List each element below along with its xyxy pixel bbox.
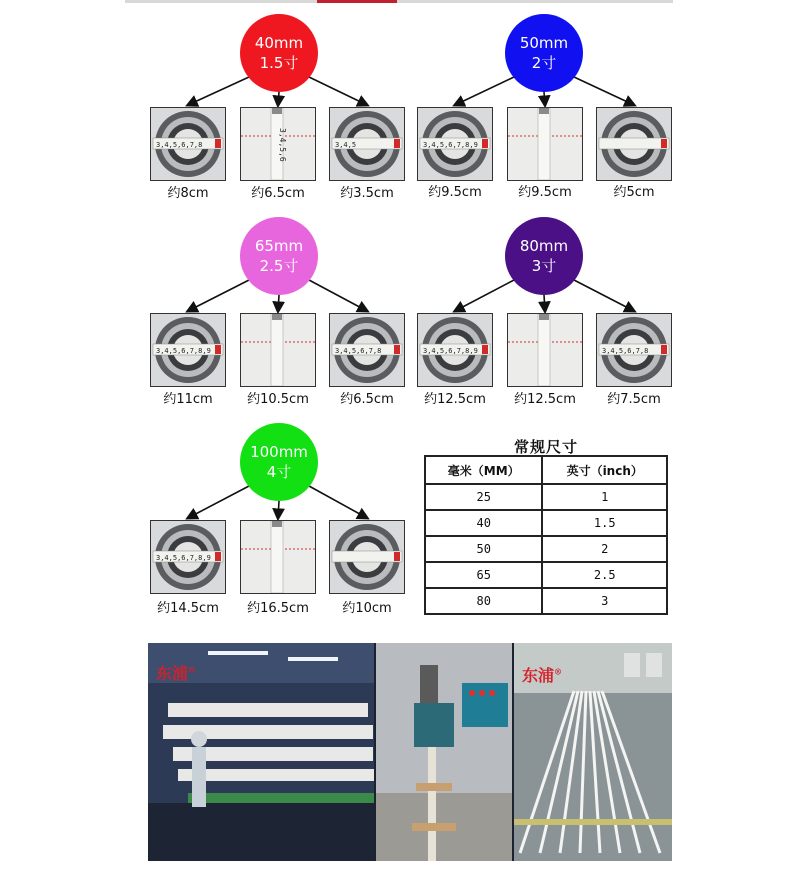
brand-text: 东浦 <box>522 666 555 685</box>
arrow <box>455 77 514 105</box>
measure-label: 约7.5cm <box>607 392 661 407</box>
hose-coupling-image <box>418 314 492 386</box>
flat-hose-image <box>241 314 315 386</box>
measure-label: 约10.5cm <box>247 392 309 407</box>
table-header-row <box>425 456 667 484</box>
size-mm: 80mm <box>519 237 569 255</box>
table-row <box>425 510 667 536</box>
measure-label: 约3.5cm <box>340 186 394 201</box>
measure-label: 约6.5cm <box>340 392 394 407</box>
size-badge <box>240 217 318 295</box>
brand-text: 东浦 <box>156 664 189 683</box>
cell-mm: 65 <box>425 562 542 588</box>
column-header-mm: 毫米（MM） <box>425 456 542 484</box>
tape-scale-label: 3,4,5,6,7,8,9 <box>423 347 478 355</box>
hose-coupling-image <box>151 314 225 386</box>
arrow <box>544 295 545 311</box>
tape-scale-label: 3,4,5,6,7,8 <box>335 347 382 355</box>
hose-coupling-image <box>330 314 404 386</box>
measure-label: 约12.5cm <box>514 392 576 407</box>
arrow <box>574 77 634 105</box>
arrow <box>309 77 367 105</box>
size-badge <box>240 423 318 501</box>
cell-mm: 40 <box>425 510 542 536</box>
product-photo-ring <box>596 313 672 387</box>
hose-coupling-image <box>330 521 404 593</box>
product-photo-ring <box>596 107 672 181</box>
size-mm: 100mm <box>250 443 308 461</box>
arrow <box>544 92 545 105</box>
size-inch: 3寸 <box>531 257 557 275</box>
product-photo-ring <box>329 520 405 594</box>
measure-label: 约5cm <box>613 185 655 200</box>
top-divider-accent <box>317 0 397 3</box>
factory-photo-spinning <box>148 643 374 861</box>
cell-inch: 2 <box>542 536 667 562</box>
tape-scale-label: 3,4,5,6,7,8 <box>602 347 649 355</box>
tape-scale-label: 3,4,5,6 <box>278 128 287 162</box>
size-inch: 2寸 <box>531 54 557 72</box>
cell-inch: 2.5 <box>542 562 667 588</box>
measure-label: 约6.5cm <box>251 186 305 201</box>
tape-scale-label: 3,4,5,6,7,8,9 <box>156 347 211 355</box>
measure-label: 约16.5cm <box>247 601 309 616</box>
brand-logo <box>522 663 562 686</box>
product-photo-ring <box>417 107 493 181</box>
tape-scale-label: 3,4,5,6,7,8 <box>156 141 203 149</box>
cell-inch: 1.5 <box>542 510 667 536</box>
measure-label: 约10cm <box>342 601 392 616</box>
product-photo-ring <box>150 107 226 181</box>
size-inch: 1.5寸 <box>259 54 299 72</box>
size-mm: 50mm <box>519 34 569 52</box>
arrow <box>309 486 367 518</box>
cell-mm: 25 <box>425 484 542 510</box>
tape-scale-label: 3,4,5 <box>335 141 357 149</box>
tape-scale-label: 3,4,5,6,7,8,9 <box>156 554 211 562</box>
top-divider <box>125 0 673 3</box>
flat-hose-image <box>241 521 315 593</box>
product-photo-ring <box>417 313 493 387</box>
size-inch: 2.5寸 <box>259 257 299 275</box>
factory-photo-extruder <box>376 643 512 861</box>
hose-coupling-image <box>418 108 492 180</box>
cell-mm: 80 <box>425 588 542 614</box>
arrow <box>278 92 279 105</box>
size-mm: 65mm <box>254 237 304 255</box>
hose-coupling-image <box>151 108 225 180</box>
flat-hose-image <box>508 108 582 180</box>
table-row <box>425 536 667 562</box>
product-photo-tape <box>507 313 583 387</box>
arrow <box>574 280 634 311</box>
product-photo-ring <box>329 313 405 387</box>
size-badge <box>240 14 318 92</box>
size-inch: 4寸 <box>266 463 292 481</box>
size-badge <box>505 14 583 92</box>
column-header-inch: 英寸（inch） <box>542 456 667 484</box>
product-photo-tape <box>240 520 316 594</box>
spec-table-title: 常规尺寸 <box>513 438 578 456</box>
factory-photo-production-line <box>514 643 672 861</box>
measure-label: 约11cm <box>163 392 213 407</box>
brand-mark: ® <box>554 666 563 677</box>
arrow <box>188 77 249 105</box>
size-badge <box>505 217 583 295</box>
cell-inch: 3 <box>542 588 667 614</box>
product-photo-ring <box>150 520 226 594</box>
table-row <box>425 484 667 510</box>
hose-coupling-image <box>597 108 671 180</box>
arrow <box>188 486 249 518</box>
measure-label: 约8cm <box>167 186 209 201</box>
brand-mark: ® <box>188 664 197 675</box>
hose-coupling-image <box>330 108 404 180</box>
measure-label: 约12.5cm <box>424 392 486 407</box>
flat-hose-image <box>508 314 582 386</box>
product-photo-tape <box>240 107 316 181</box>
cell-mm: 50 <box>425 536 542 562</box>
arrow <box>188 280 249 311</box>
product-photo-ring <box>150 313 226 387</box>
hose-coupling-image <box>151 521 225 593</box>
size-mm: 40mm <box>254 34 304 52</box>
table-row <box>425 562 667 588</box>
brand-logo <box>156 661 196 684</box>
spec-table <box>424 455 668 615</box>
arrow <box>278 295 279 311</box>
arrow <box>455 280 514 311</box>
factory-photo-strip <box>148 643 672 861</box>
product-photo-ring <box>329 107 405 181</box>
tape-scale-label: 3,4,5,6,7,8,9 <box>423 141 478 149</box>
flat-hose-image <box>241 108 315 180</box>
measure-label: 约9.5cm <box>428 185 482 200</box>
cell-inch: 1 <box>542 484 667 510</box>
hose-coupling-image <box>597 314 671 386</box>
product-photo-tape <box>240 313 316 387</box>
product-photo-tape <box>507 107 583 181</box>
measure-label: 约14.5cm <box>157 601 219 616</box>
measure-label: 约9.5cm <box>518 185 572 200</box>
arrow <box>309 280 367 311</box>
table-row <box>425 588 667 614</box>
arrow <box>278 501 279 518</box>
